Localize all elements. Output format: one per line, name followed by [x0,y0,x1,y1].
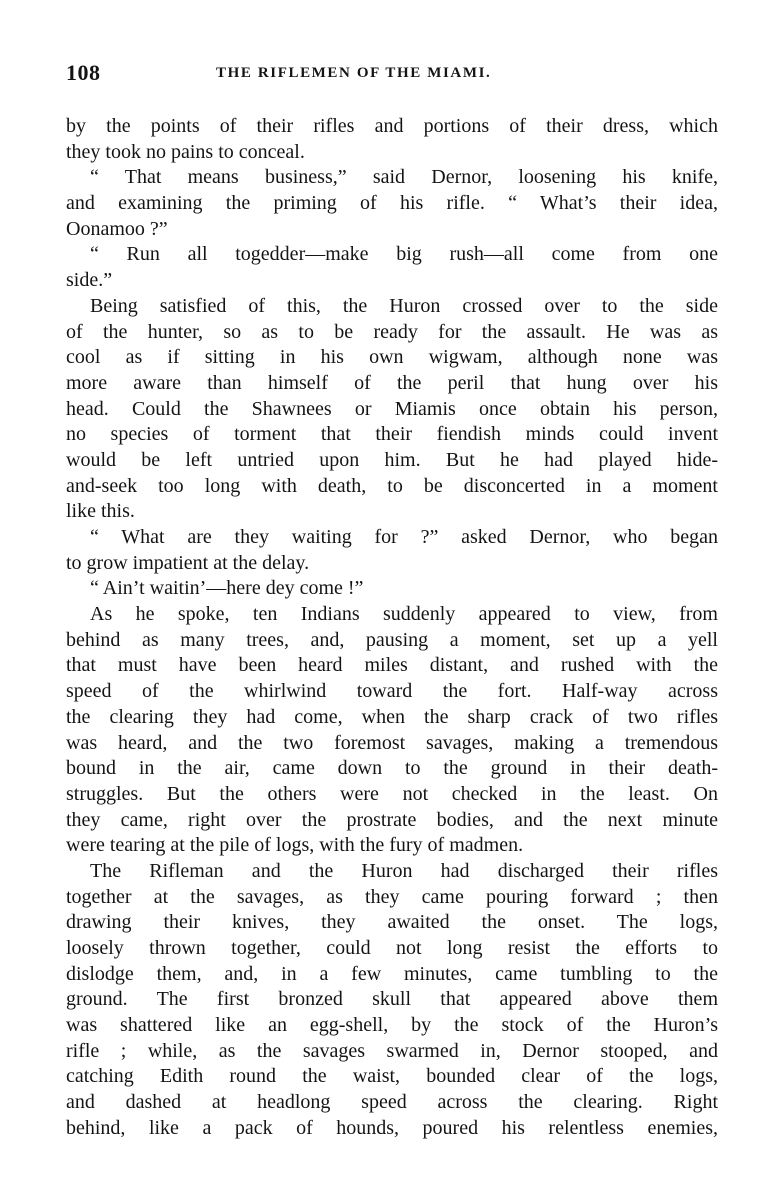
text-line: loosely thrown together, could not long resist the efforts to [66,937,718,959]
text-line: drawing their knives, they awaited the onset. The logs, [66,911,718,934]
text-line: cool as if sitting in his own wigwam, although none was [66,346,718,369]
page-header [66,60,718,88]
text-line: catching Edith round the waist, bounded clear of the logs, [66,1065,718,1088]
text-line: to grow impatient at the delay. [66,551,310,574]
text-line: The Rifleman and the Huron had discharged their rifles [90,859,718,882]
text-line: more aware than himself of the peril that hung over his [66,371,718,394]
text-line: they came, right over the prostrate bodies, and the next minute [66,808,718,831]
text-line: of the hunter, so as to be ready for the assault. He was as [66,320,718,343]
text-line: struggles. But the others were not checked in the least. On [66,782,718,805]
text-line: they took no pains to conceal. [66,140,305,163]
text-line: bound in the air, came down to the ground in their death- [66,757,718,780]
text-line: Oonamoo ?” [66,217,168,240]
text-line: and-seek too long with death, to be disconcerted in a moment [66,474,718,497]
text-line: rifle ; while, as the savages swarmed in, Dernor stooped, and [66,1039,718,1062]
text-line: and dashed at headlong speed across the clearing. Right [66,1091,718,1114]
text-line: “ Ain’t waitin’—here dey come !” [90,577,364,600]
text-line: together at the savages, as they came pouring forward ; then [66,885,718,908]
text-line: were tearing at the pile of logs, with the fury of madmen. [66,834,524,857]
text-line: “ That means business,” said Dernor, loosening his knife, [90,166,718,189]
text-line: “ What are they waiting for ?” asked Dernor, who began [90,526,718,548]
text-line: behind, like a pack of hounds, poured his relentless enemies, [66,1116,718,1139]
running-title: THE RIFLEMEN OF THE MIAMI. [216,65,492,81]
text-line: speed of the whirlwind toward the fort. Half-way across [66,680,718,703]
text-line: ground. The first bronzed skull that appeared above them [66,988,718,1011]
body-text [66,114,718,1142]
text-line: that must have been heard miles distant, and rushed with the [66,654,718,677]
text-line: As he spoke, ten Indians suddenly appeared to view, from [90,603,718,626]
text-line: no species of torment that their fiendish minds could invent [66,423,718,446]
text-line: would be left untried upon him. But he had played hide- [66,448,718,471]
text-line: the clearing they had come, when the sharp crack of two rifles [66,705,718,728]
text-line: like this. [66,500,135,523]
text-line: by the points of their rifles and portions of their dress, which [66,115,718,137]
text-line: was heard, and the two foremost savages, making a tremendous [66,731,718,754]
page-number: 108 [66,60,101,85]
text-line: and examining the priming of his rifle. “ What’s their idea, [66,192,718,215]
text-line: was shattered like an egg-shell, by the stock of the Huron’s [66,1014,718,1037]
text-line: behind as many trees, and, pausing a moment, set up a yell [66,628,718,651]
text-line: “ Run all togedder—make big rush—all come from one [90,243,718,266]
text-line: dislodge them, and, in a few minutes, came tumbling to the [66,962,718,985]
text-line: Being satisfied of this, the Huron crossed over to the side [90,294,718,317]
text-line: head. Could the Shawnees or Miamis once obtain his person, [66,397,718,420]
text-line: side.” [66,269,113,292]
